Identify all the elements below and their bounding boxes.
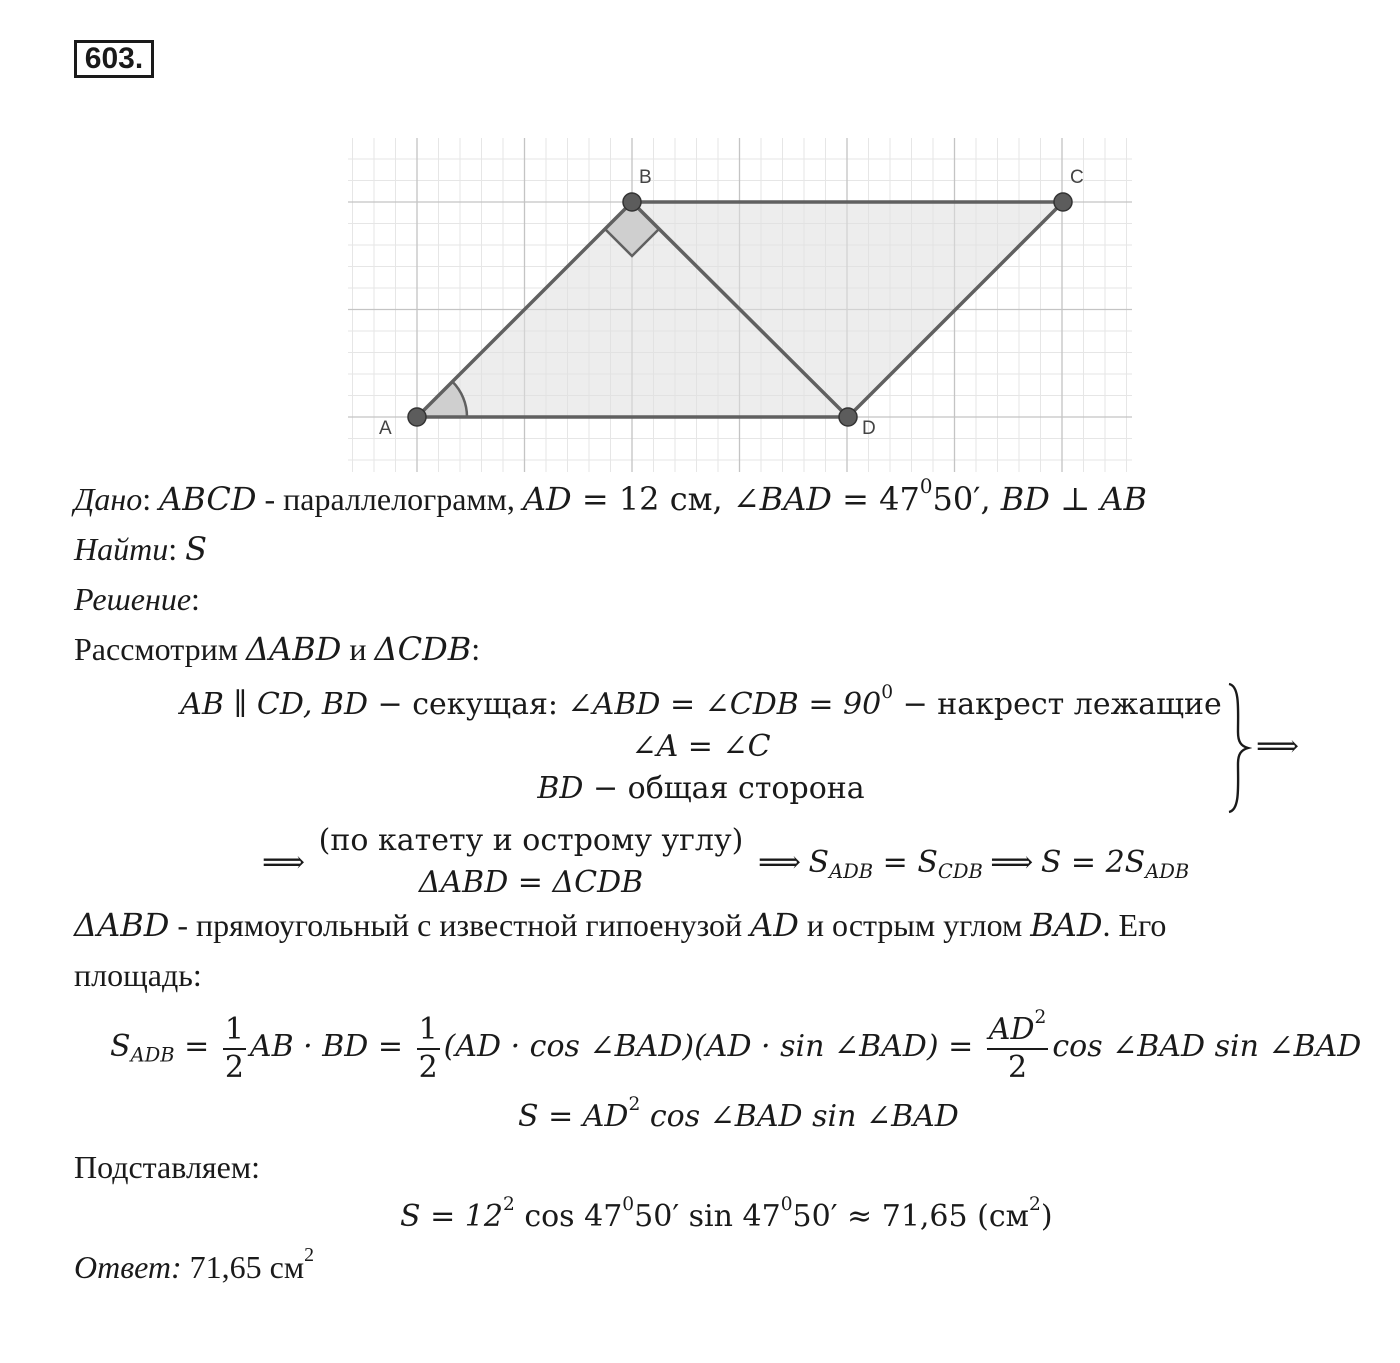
point-c	[1054, 193, 1072, 211]
computation-line: $S = 12^2$ $\cos 47^050'$ $\sin 47^050' \approx 71,65$ $(см^2)$	[400, 1194, 1053, 1234]
system-line-1: AB ∥ CD, BD − секущая: ∠ABD = ∠CDB = $90^0$ − накрест лежащие	[180, 682, 1222, 722]
given-line: Дано: ABCD - параллелограмм, AD = 12 см, ∠BAD = $47^050'$, BD ⊥ AB	[74, 475, 1148, 518]
given-label: Дано	[74, 481, 143, 517]
point-a	[408, 408, 426, 426]
problem-number: 603.	[74, 40, 154, 78]
system-implies: ⟹	[1256, 729, 1300, 764]
answer-label: Ответ:	[74, 1249, 182, 1285]
half-fraction-2: $\frac{1}{2}$	[418, 1012, 438, 1085]
find-label: Найти	[74, 531, 169, 567]
area-formula-2: $S = AD^2$ cos ∠BAD sin ∠BAD	[518, 1094, 959, 1134]
find-line: Найти: S	[74, 530, 208, 568]
right-triangle-line: ΔABD - прямоугольный с известной гипоенузой AD и острым углом BAD. Его	[74, 906, 1167, 944]
right-brace	[1226, 682, 1252, 814]
label-b: B	[639, 167, 652, 188]
area-equality: ⟹ $S_{ADB} = S_{CDB}$ ⟹ $S = 2S_{ADB}$	[758, 845, 1190, 883]
ad-squared-fraction: $\frac{AD^2}{2}$	[988, 1007, 1047, 1085]
triangle-equality: ΔABD = ΔCDB	[418, 865, 644, 900]
area-word-line: площадь:	[74, 957, 202, 993]
substitute-line: Подставляем:	[74, 1149, 260, 1185]
system-conditions	[176, 682, 1226, 809]
half-fraction-1: $\frac{1}{2}$	[224, 1012, 244, 1085]
label-d: D	[862, 418, 876, 439]
system-line-3: BD − общая сторона	[537, 771, 865, 806]
label-c: C	[1070, 167, 1084, 188]
answer-line: Ответ: 71,65 $см^2$	[74, 1244, 315, 1285]
answer-value: 71,65 см	[181, 1249, 305, 1285]
criterion-text: (по катету и острому углу)	[318, 823, 744, 858]
solution-label: Решение	[74, 581, 192, 617]
system-line-2: ∠A = ∠C	[631, 729, 771, 764]
parallelogram-figure	[348, 138, 1132, 472]
area-formula: $S_{ADB}$ = $\frac{1}{2}$ AB · BD = $\frac{1}{2}$ (AD · cos ∠BAD)(AD · sin ∠BAD) = $\frac{AD^2}{2}$ cos ∠BAD sin ∠BAD	[110, 1007, 1362, 1085]
solution-line: Решение:	[74, 581, 200, 617]
point-b	[623, 193, 641, 211]
consider-line: Рассмотрим ΔABD и ΔCDB:	[74, 630, 481, 668]
label-a: A	[379, 418, 392, 439]
figure-name: ABCD	[159, 480, 257, 518]
conclusion-implies-1: ⟹	[262, 845, 306, 880]
point-d	[839, 408, 857, 426]
